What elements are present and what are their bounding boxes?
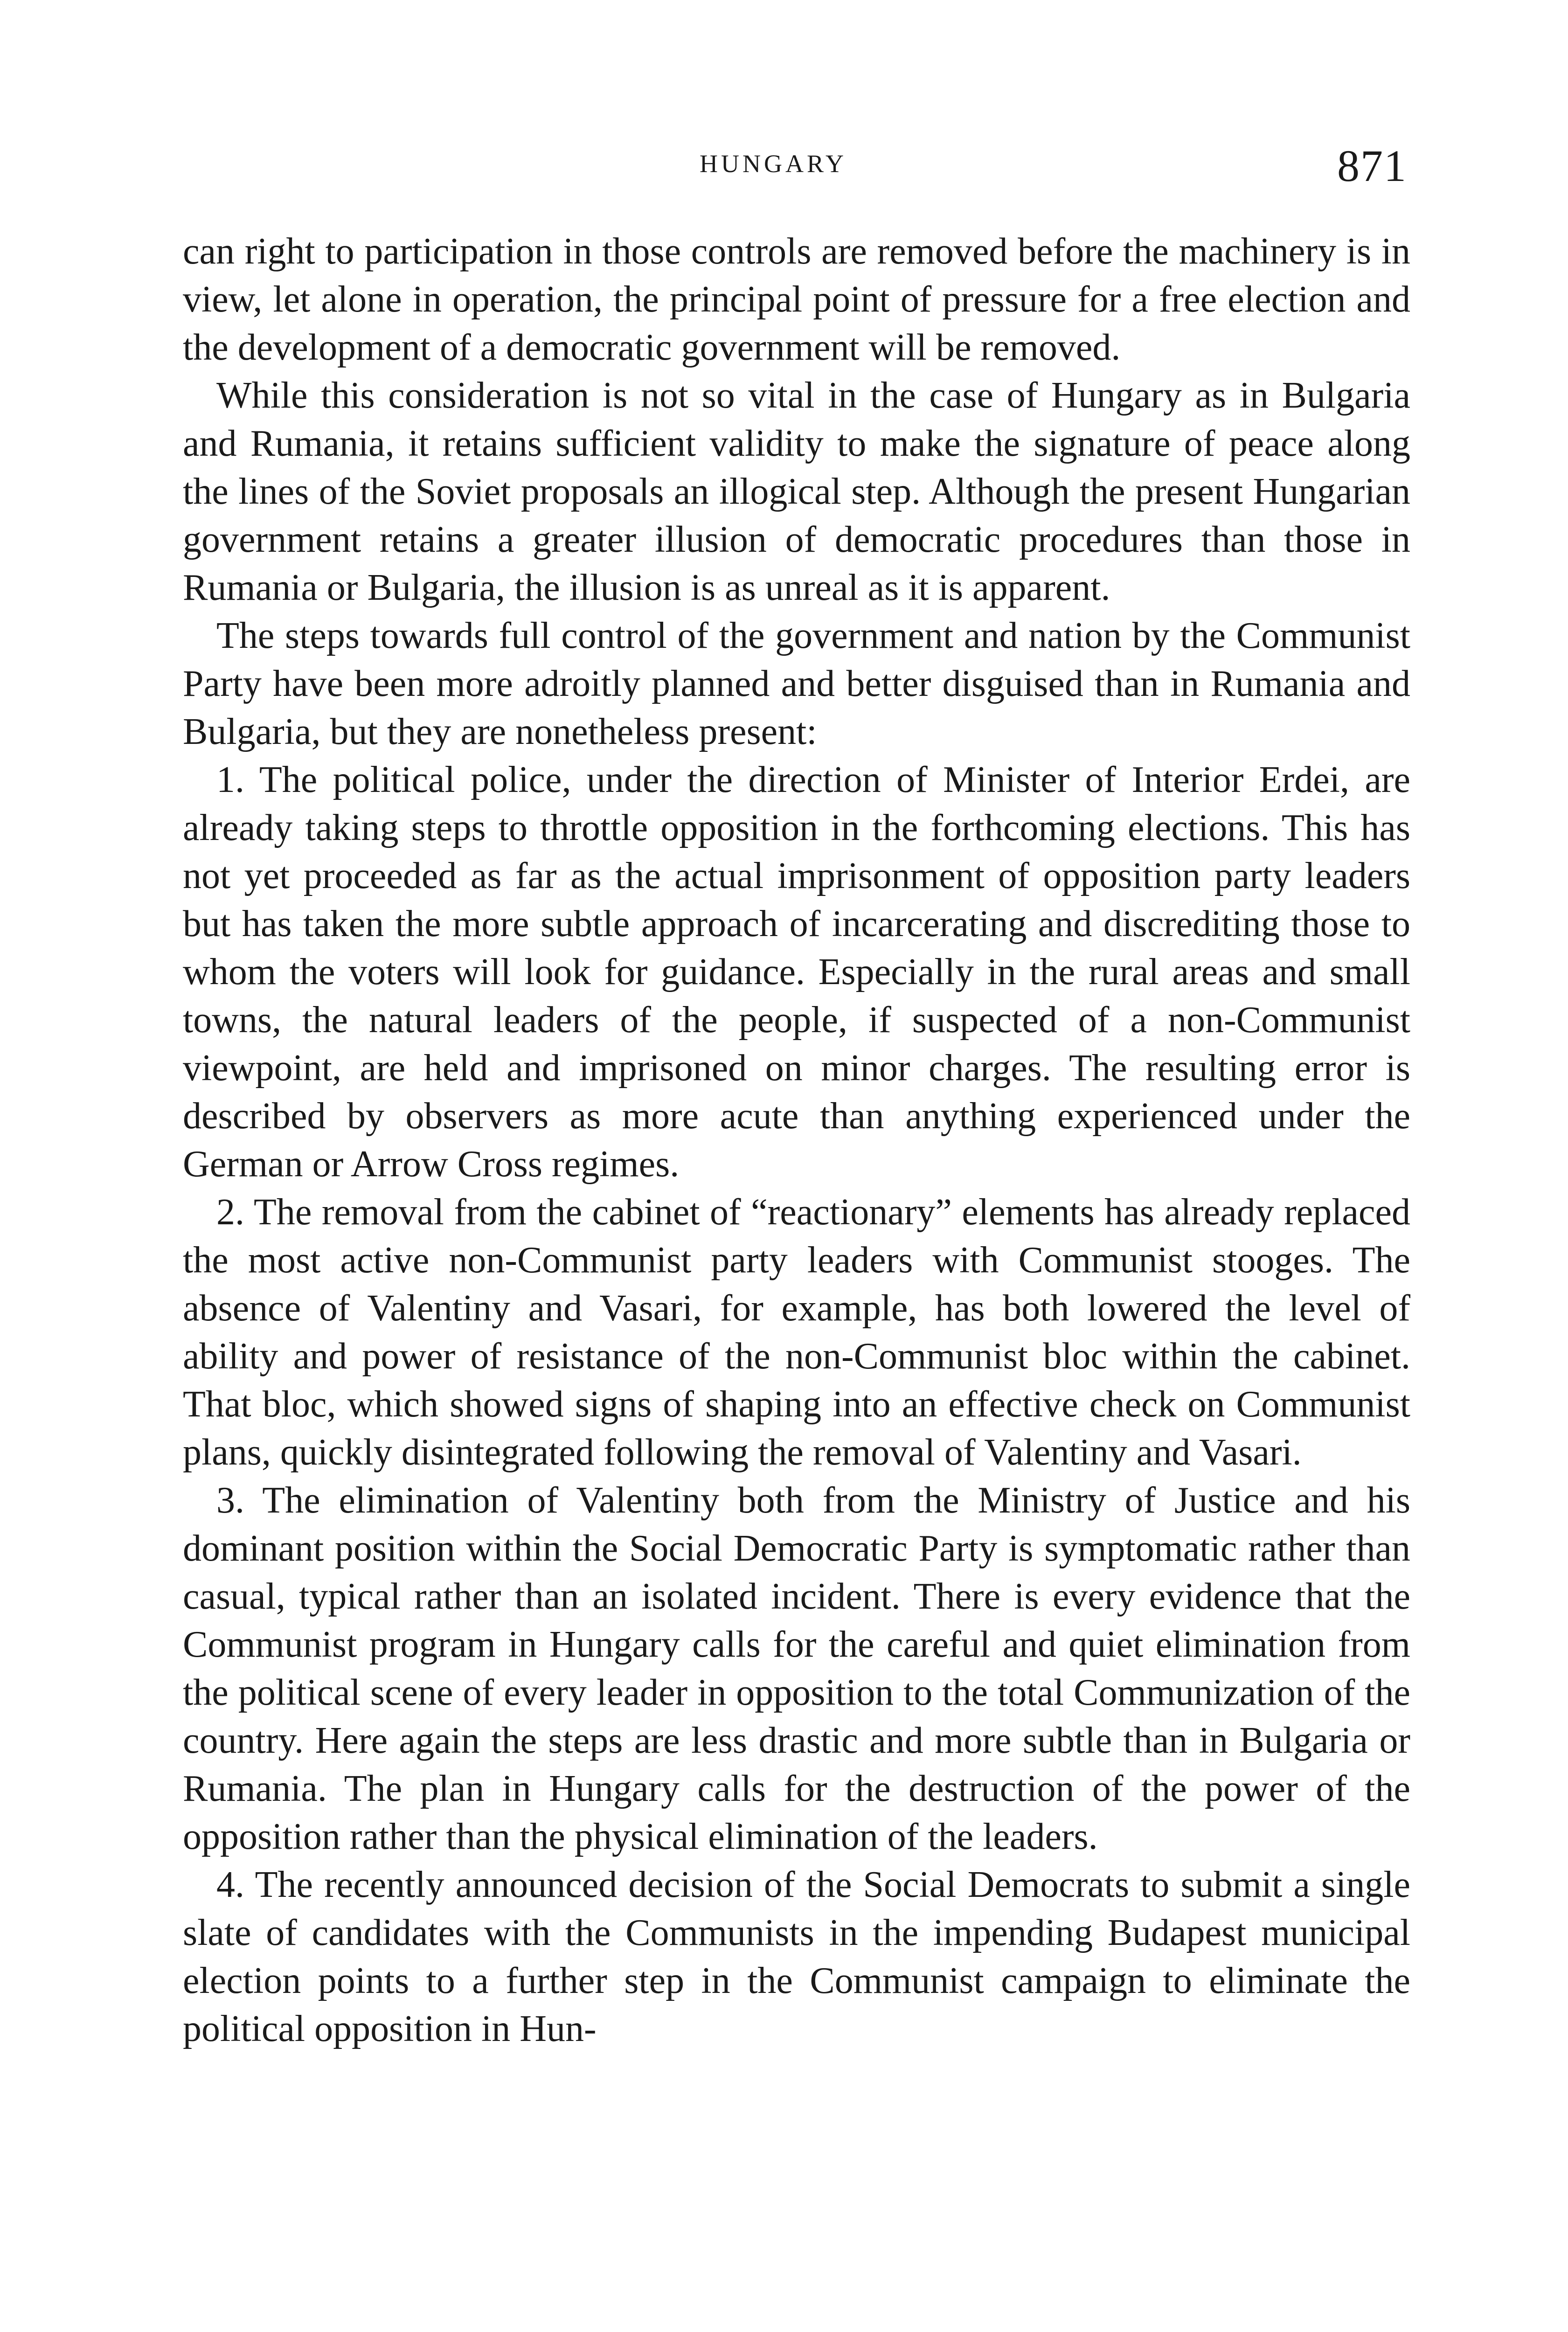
paragraph-continued: can right to participation in those controls are removed before the machinery is in view, let alone in operation, the principal point of pressure for a free election and the development of a democratic government will be removed. [183,231,1410,368]
paragraph: The steps towards full control of the government and nation by the Communist Party have been more adroitly planned and better disguised than in Rumania and Bulgaria, but they are nonetheless present: [183,615,1410,752]
running-title: HUNGARY [700,150,847,178]
numbered-paragraph-2: 2. The removal from the cabinet of “reactionary” elements has already replaced the most active non-Communist party leaders with Communist stooges. The absence of Valentiny and Vasari, for example, has both lowered the level of ability and power of resistance of the non-Communist bloc within the cabinet. That bloc, which showed signs of shaping into an effective check on Communist plans, quickly disintegrated following the removal of Valentiny and Vasari. [183,1192,1410,1473]
running-head [0,140,1568,191]
numbered-paragraph-3: 3. The elimination of Valentiny both from the Ministry of Justice and his dominant position within the Social Democratic Party is symptomatic rather than casual, typical rather than an isolated incident. There is every evidence that the Communist program in Hungary calls for the careful and quiet elimination from the political scene of every leader in opposition to the total Communization of the country. Here again the steps are less drastic and more subtle than in Bulgaria or Rumania. The plan in Hungary calls for the destruction of the power of the opposition rather than the physical elimination of the leaders. [183,1480,1410,1857]
body-text [183,228,1410,2053]
paragraph: While this consideration is not so vital in the case of Hungary as in Bulgaria and Rumania, it retains sufficient validity to make the signature of peace along the lines of the Soviet proposals an illogical step. Although the present Hungarian government retains a greater illusion of democratic procedures than those in Rumania or Bulgaria, the illusion is as unreal as it is apparent. [183,375,1410,608]
page-number: 871 [1337,141,1407,191]
numbered-paragraph-4: 4. The recently announced decision of the Social Democrats to submit a single slate of candidates with the Communists in the impending Budapest municipal election points to a further step in the Communist campaign to eliminate the political opposition in Hun- [183,1864,1410,2049]
numbered-paragraph-1: 1. The political police, under the direction of Minister of Interior Erdei, are already taking steps to throttle opposition in the forthcoming elections. This has not yet proceeded as far as the actual imprisonment of opposition party leaders but has taken the more subtle approach of incarcerating and discrediting those to whom the voters will look for guidance. Especially in the rural areas and small towns, the natural leaders of the people, if suspected of a non-Communist viewpoint, are held and imprisoned on minor charges. The resulting error is described by observers as more acute than anything experienced under the German or Arrow Cross regimes. [183,759,1410,1185]
